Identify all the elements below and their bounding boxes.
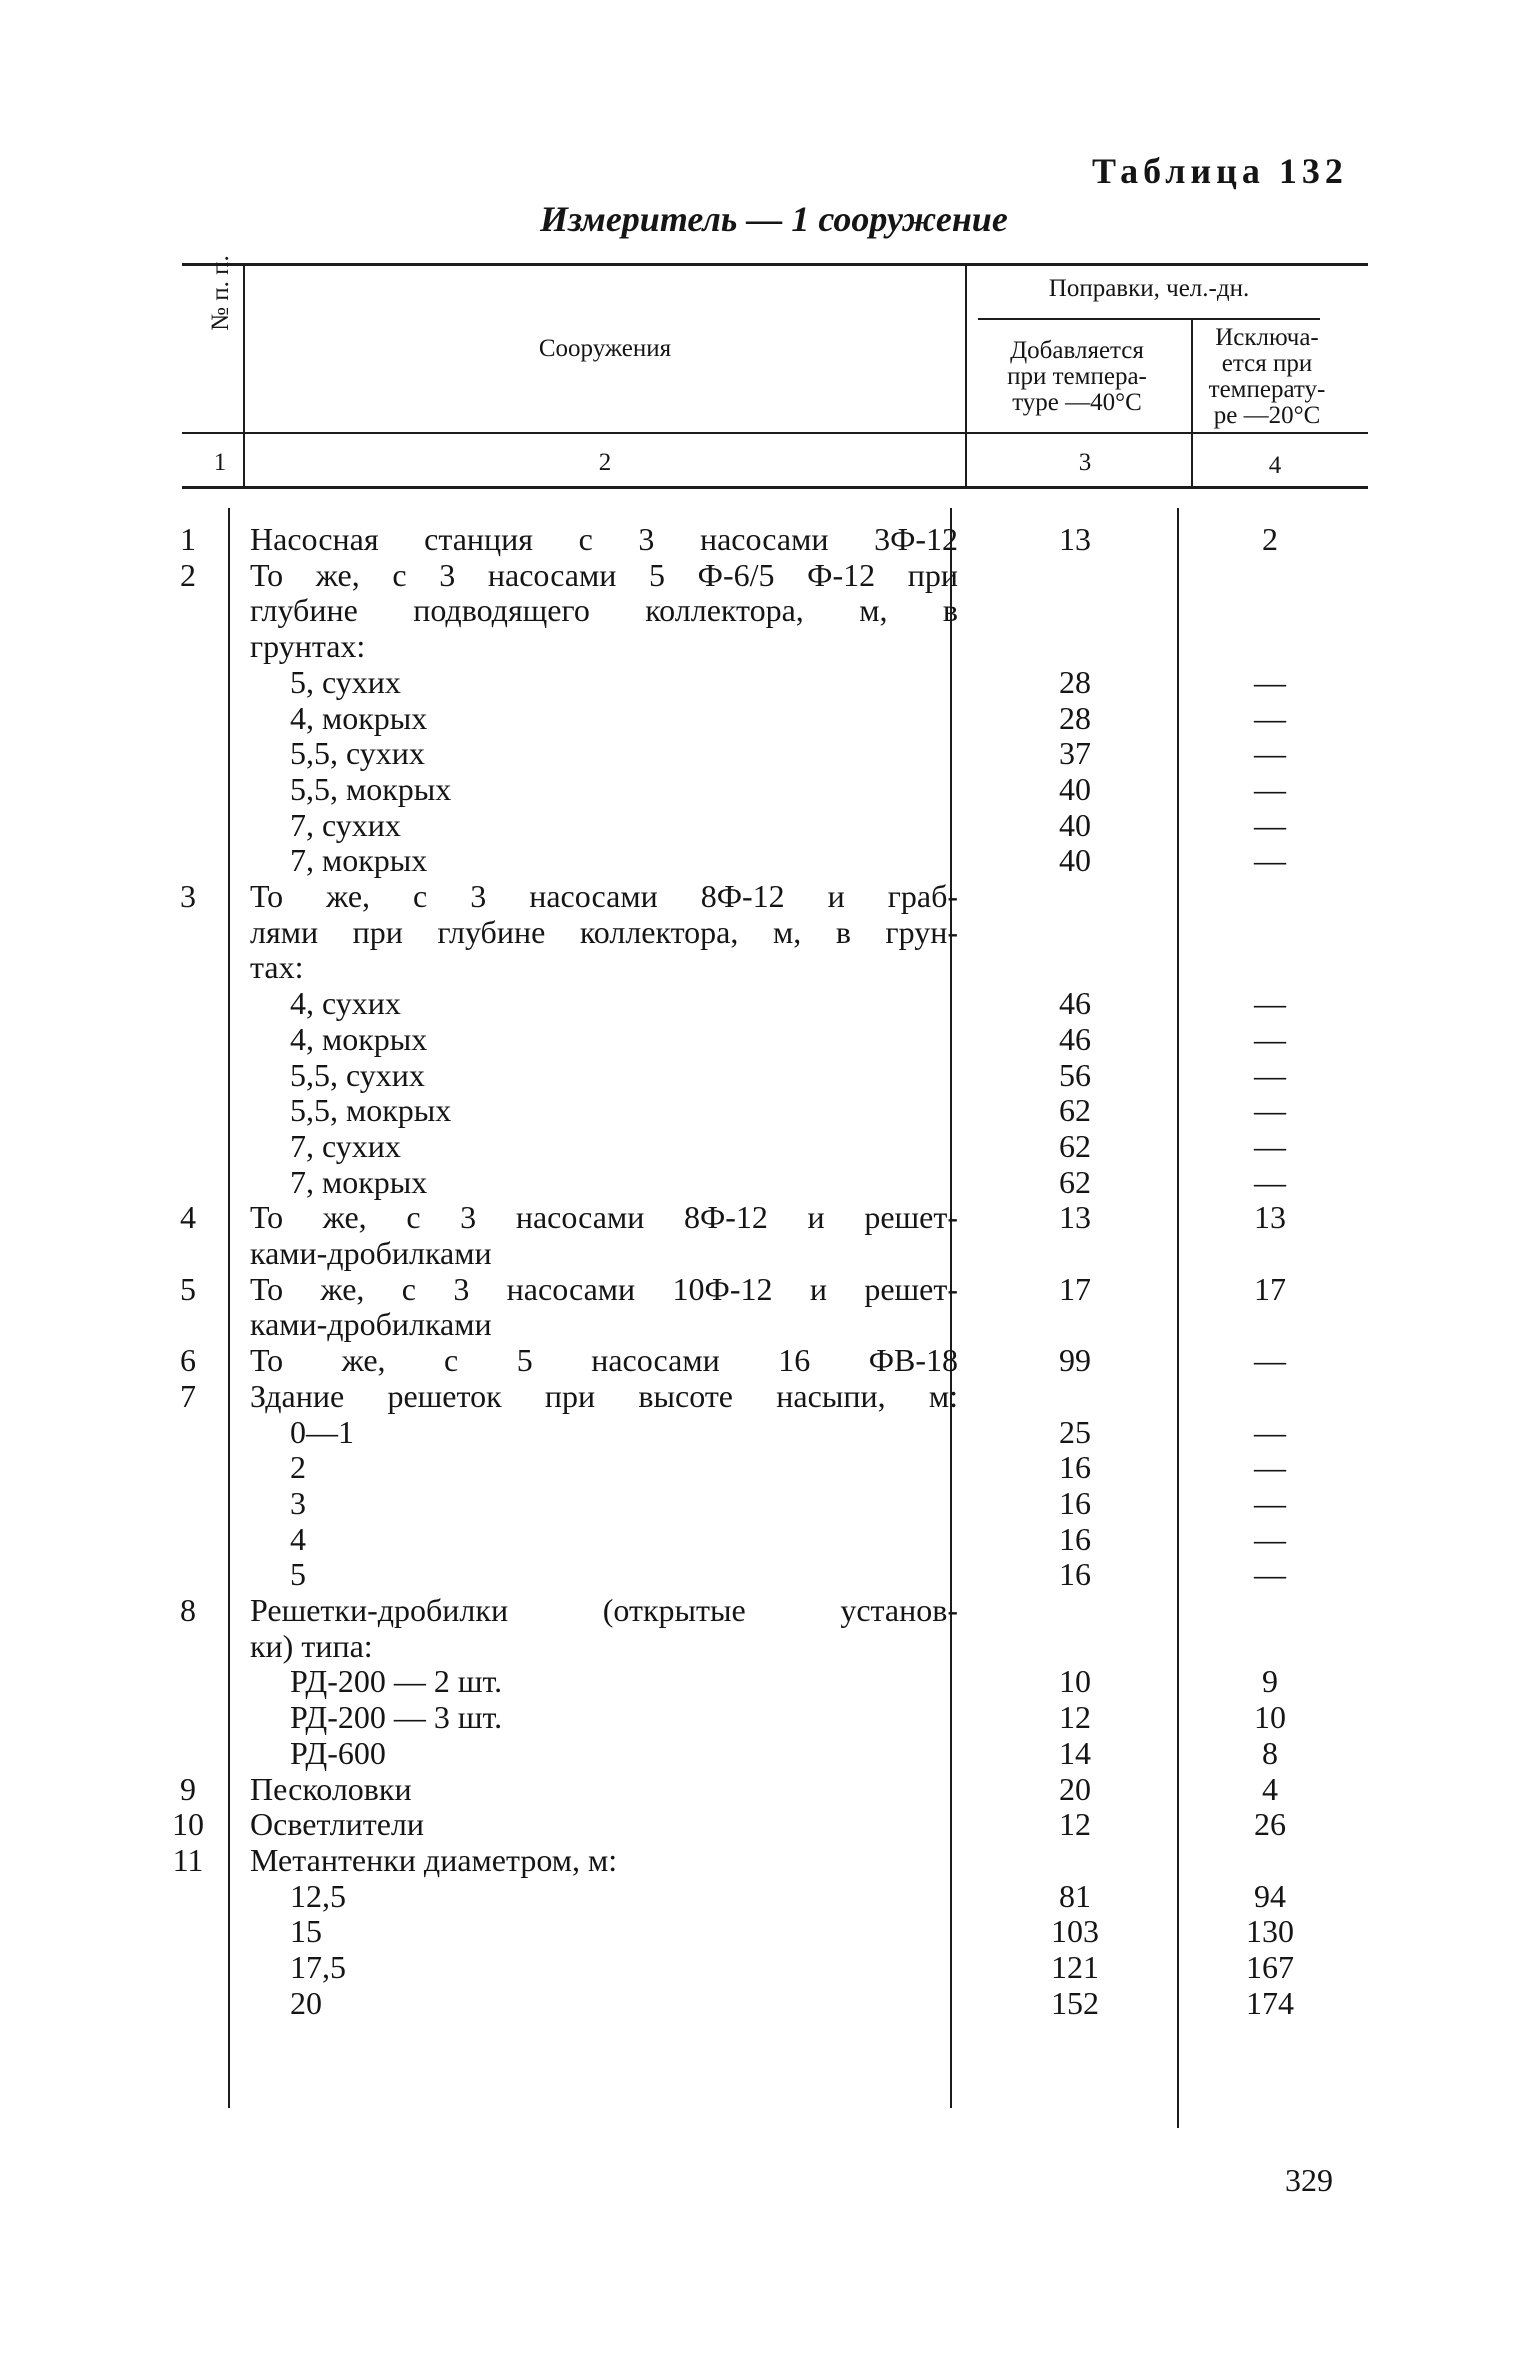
table-row [0,1664,1535,1700]
row-description: 5,5, мокрых [290,1092,452,1129]
row-description: 0—1 [290,1413,354,1450]
value-excl: 17 [1254,1270,1286,1307]
table-row [0,558,1535,594]
value-excl: 130 [1246,1913,1294,1950]
table-subtitle: Измеритель — 1 сооружение [540,199,1008,239]
table-row [0,736,1535,772]
table-row [0,1986,1535,2022]
row-description: Решетки-дробилки (открытые установ- [250,1592,958,1628]
table-row [0,1736,1535,1772]
row-description: 7, мокрых [290,842,428,879]
table-row [0,1022,1535,1058]
value-add: 62 [1059,1127,1091,1164]
table-row [0,1236,1535,1272]
value-add: 14 [1059,1734,1091,1771]
value-add: 40 [1059,770,1091,807]
row-description: То же, с 3 насосами 8Ф-12 и граб- [250,878,958,914]
value-add: 20 [1059,1770,1091,1807]
value-excl: 94 [1254,1877,1286,1914]
table-row [0,593,1535,629]
table-row [0,1700,1535,1736]
row-description: То же, с 3 насосами 8Ф-12 и решет- [250,1199,958,1236]
value-add: 28 [1059,699,1091,736]
table-row [0,772,1535,808]
row-description: То же, с 3 насосами 10Ф-12 и решет- [250,1270,958,1307]
row-description: РД-200 — 2 шт. [290,1663,503,1700]
header-divider-3 [1191,318,1193,488]
row-number: 1 [180,521,196,557]
row-description: 5 [290,1556,306,1593]
table-row [0,1843,1535,1879]
value-add: 16 [1059,1556,1091,1593]
table-row [0,1200,1535,1236]
value-excl: — [1254,770,1286,807]
row-description: 17,5 [290,1949,346,1985]
value-excl: — [1254,699,1286,736]
row-description: 4, мокрых [290,1020,428,1057]
row-description: 4 [290,1520,306,1557]
table-row [0,808,1535,844]
value-add: 62 [1059,1092,1091,1129]
row-description: 4, сухих [290,985,401,1022]
row-description: Осветлители [250,1806,424,1843]
value-excl: 8 [1262,1734,1278,1771]
row-description: тах: [250,949,304,986]
value-excl: — [1254,806,1286,843]
row-description: 12,5 [290,1877,346,1914]
row-description: 5, сухих [290,663,401,700]
value-add: 46 [1059,1020,1091,1057]
value-add: 25 [1059,1413,1091,1450]
table-row [0,915,1535,951]
value-excl: — [1254,1127,1286,1164]
value-excl: 2 [1262,521,1278,557]
row-description: ки) типа: [250,1627,373,1664]
page-number: 329 [1285,2162,1333,2198]
table-row [0,1272,1535,1308]
value-add: 28 [1059,663,1091,700]
table-row [0,665,1535,701]
table-row [0,522,1535,558]
table-row [0,1379,1535,1415]
row-description: лями при глубине коллектора, м, в грун- [250,913,958,950]
value-add: 16 [1059,1520,1091,1557]
table-row [0,986,1535,1022]
row-description: 7, сухих [290,806,401,843]
table-top-rule [182,263,1368,266]
row-number: 4 [180,1199,196,1236]
value-excl: — [1254,1020,1286,1057]
value-excl: — [1254,1092,1286,1129]
row-number: 9 [180,1770,196,1807]
value-add: 40 [1059,806,1091,843]
table-row [0,1950,1535,1986]
value-excl: — [1254,663,1286,700]
value-add: 13 [1059,1199,1091,1236]
header-col-excl: Исключа- ется при температу- ре —20°С [1208,324,1326,429]
table-row [0,1593,1535,1629]
table-row [0,1165,1535,1201]
value-add: 152 [1051,1984,1099,2021]
header-col-name: Сооружения [538,335,672,362]
row-description: ками-дробилками [250,1235,492,1271]
row-number: 7 [180,1377,196,1414]
value-add: 62 [1059,1163,1091,1200]
row-description: Метантенки диаметром, м: [250,1841,618,1878]
value-excl: — [1254,1413,1286,1450]
table-row [0,1914,1535,1950]
table-row [0,950,1535,986]
header-num-3: 3 [1078,449,1092,476]
row-description: РД-200 — 3 шт. [290,1699,503,1736]
row-number: 11 [172,1841,204,1878]
row-description: Насосная станция с 3 насосами 3Ф-12 [250,521,958,557]
value-excl: — [1254,1556,1286,1593]
table-row [0,1557,1535,1593]
table-row [0,1879,1535,1915]
value-excl: — [1254,1484,1286,1521]
value-add: 16 [1059,1449,1091,1486]
row-description: ками-дробилками [250,1306,492,1343]
value-excl: — [1254,1449,1286,1486]
value-add: 99 [1059,1342,1091,1379]
value-excl: 10 [1254,1699,1286,1736]
value-excl: — [1254,1520,1286,1557]
value-excl: 4 [1262,1770,1278,1807]
value-excl: 13 [1254,1199,1286,1236]
row-description: Песколовки [250,1770,412,1807]
row-description: РД-600 [290,1734,386,1771]
row-description: 4, мокрых [290,699,428,736]
row-description: 5,5, мокрых [290,770,452,807]
table-row [0,1093,1535,1129]
value-excl: — [1254,1056,1286,1093]
row-description: То же, с 3 насосами 5 Ф-6/5 Ф-12 при [250,556,958,593]
value-excl: — [1254,735,1286,772]
value-excl: — [1254,1342,1286,1379]
row-description: 20 [290,1984,322,2021]
value-excl: 167 [1246,1949,1294,1985]
table-caption: Таблица 132 [1092,151,1348,191]
value-add: 12 [1059,1699,1091,1736]
value-excl: — [1254,1163,1286,1200]
header-col-add: Добавляется при темпера- туре —40°С [1007,337,1147,416]
row-number: 5 [180,1270,196,1307]
table-row [0,1415,1535,1451]
row-description: Здание решеток при высоте насыпи, м: [250,1377,958,1414]
table-row [0,1307,1535,1343]
value-excl: 174 [1246,1984,1294,2021]
row-number: 8 [180,1592,196,1628]
table-row [0,1629,1535,1665]
row-description: 15 [290,1913,322,1950]
header-num-1: 1 [213,449,227,476]
header-divider-2 [965,263,967,488]
value-add: 12 [1059,1806,1091,1843]
value-add: 13 [1059,521,1091,557]
value-add: 40 [1059,842,1091,879]
table-row [0,1522,1535,1558]
header-num-2: 2 [598,449,612,476]
value-excl: — [1254,985,1286,1022]
group-header-rule [978,318,1320,320]
row-number: 6 [180,1342,196,1379]
header-num-4: 4 [1268,452,1282,479]
row-description: 3 [290,1484,306,1521]
value-add: 37 [1059,735,1091,772]
header-divider-1 [243,263,245,488]
table-row [0,1058,1535,1094]
table-row [0,1486,1535,1522]
value-excl: — [1254,842,1286,879]
value-add: 121 [1051,1949,1099,1985]
table-row [0,1129,1535,1165]
row-number: 10 [172,1806,204,1843]
value-add: 17 [1059,1270,1091,1307]
row-description: глубине подводящего коллектора, м, в [250,592,958,629]
row-description: 2 [290,1449,306,1486]
value-add: 103 [1051,1913,1099,1950]
value-add: 46 [1059,985,1091,1022]
table-row [0,843,1535,879]
row-description: 7, сухих [290,1127,401,1164]
row-description: 5,5, сухих [290,1056,425,1093]
row-number: 3 [180,878,196,914]
table-row [0,1343,1535,1379]
value-add: 10 [1059,1663,1091,1700]
row-description: 7, мокрых [290,1163,428,1200]
value-add: 16 [1059,1484,1091,1521]
table-row [0,879,1535,915]
row-number: 2 [180,556,196,593]
table-row [0,701,1535,737]
row-description: 5,5, сухих [290,735,425,772]
value-excl: 26 [1254,1806,1286,1843]
header-group: Поправки, чел.-дн. [1048,275,1250,302]
row-description: грунтах: [250,628,366,665]
row-description: То же, с 5 насосами 16 ФВ-18 [250,1342,958,1379]
value-add: 81 [1059,1877,1091,1914]
table-row [0,1772,1535,1808]
table-row [0,1807,1535,1843]
table-row [0,1450,1535,1486]
table-row [0,629,1535,665]
value-excl: 9 [1262,1663,1278,1700]
header-col-no: № п. п. [207,255,234,331]
value-add: 56 [1059,1056,1091,1093]
